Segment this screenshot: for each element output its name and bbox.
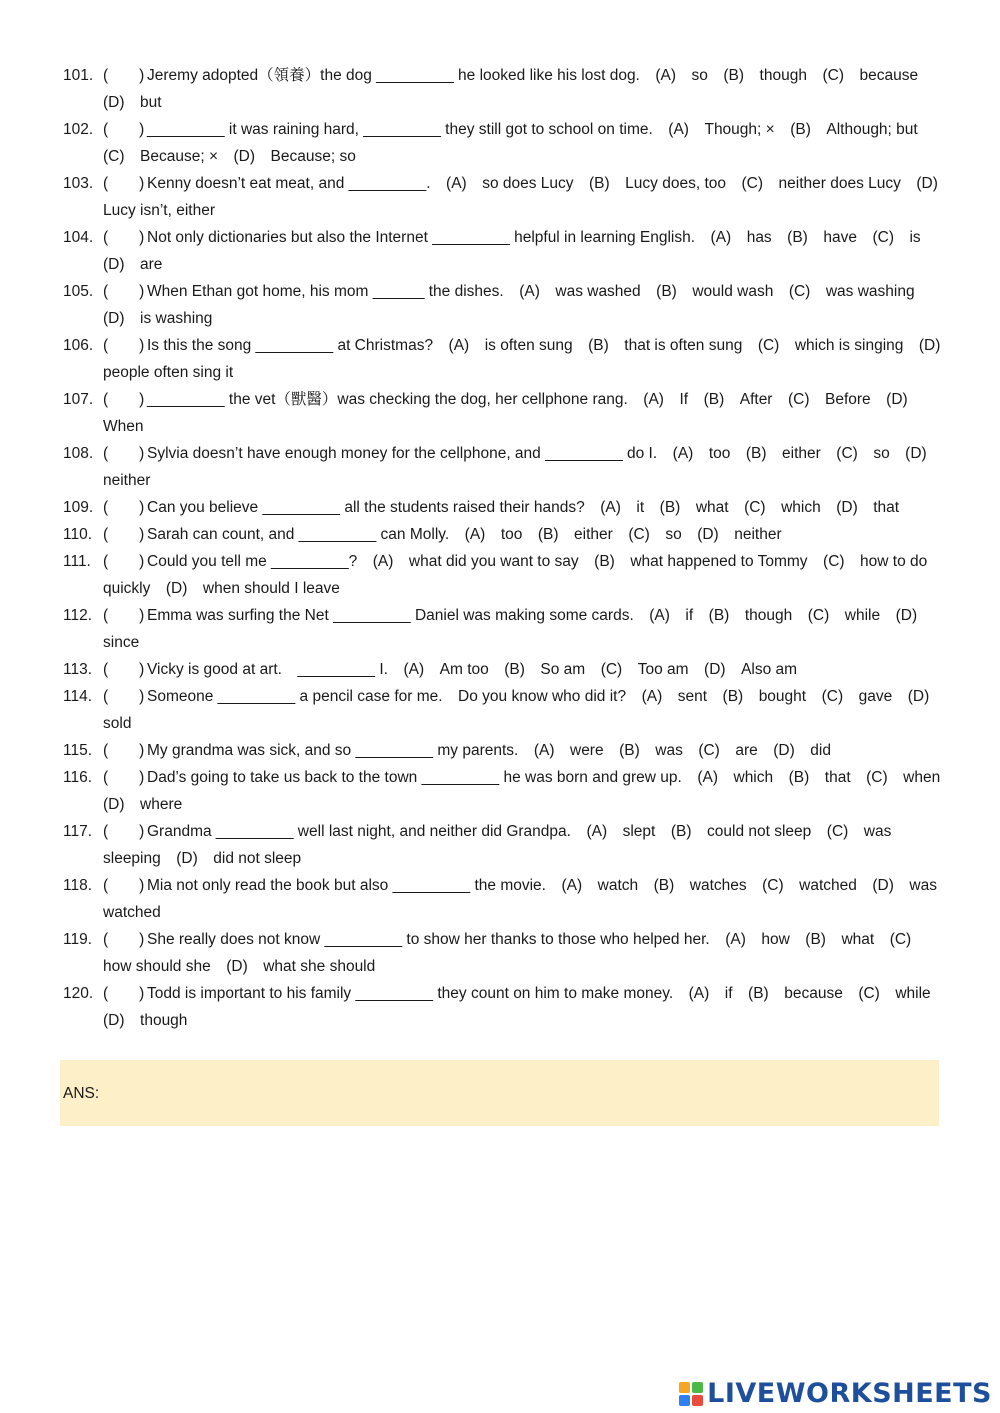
- question-body: [103, 170, 954, 224]
- answer-blank[interactable]: ( ): [103, 445, 145, 462]
- question-body: [103, 332, 956, 386]
- question-text: Vicky is good at art. _________ I. (A) Am too (B) So am (C) Too am (D) Also am: [147, 661, 798, 678]
- answer-blank[interactable]: ( ): [103, 499, 145, 516]
- answer-label: ANS:: [63, 1085, 100, 1102]
- question-number: 119.: [63, 931, 93, 948]
- question-text: When Ethan got home, his mom ______ the dishes. (A) was washed (B) would wash (C) was washing (D) is washing: [103, 283, 931, 327]
- question-text: Can you believe _________ all the students raised their hands? (A) it (B) what (C) which (D) that: [147, 499, 900, 516]
- question-number: 117.: [63, 823, 93, 840]
- question-body: [103, 980, 947, 1034]
- question-text: Jeremy adopted（領養）the dog _________ he looked like his lost dog. (A) so (B) though (C) because (D) but: [103, 67, 934, 111]
- question-item: [63, 737, 943, 764]
- answer-blank[interactable]: ( ): [103, 742, 145, 759]
- answer-blank[interactable]: ( ): [103, 688, 145, 705]
- question-number: 116.: [63, 769, 93, 786]
- question-text: Grandma _________ well last night, and neither did Grandpa. (A) slept (B) could not sleep (C) was sleeping (D) did not sleep: [103, 823, 892, 867]
- question-text: Mia not only read the book but also _________ the movie. (A) watch (B) watches (C) watched (D) was watched: [103, 877, 937, 921]
- question-number: 114.: [63, 688, 93, 705]
- question-text: Not only dictionaries but also the Internet _________ helpful in learning English. (A) has (B) have (C) is (D) are: [103, 229, 937, 273]
- answer-blank[interactable]: ( ): [103, 661, 145, 678]
- answer-blank[interactable]: ( ): [103, 823, 145, 840]
- question-number: 108.: [63, 445, 94, 462]
- question-list: [63, 62, 956, 1034]
- question-item: [63, 332, 956, 386]
- brand-name: LIVEWORKSHEETS: [707, 1378, 992, 1409]
- question-body: [103, 872, 943, 926]
- question-text: Dad’s going to take us back to the town _________ he was born and grew up. (A) which (B) that (C) when (D) where: [103, 769, 956, 813]
- question-body: [103, 548, 943, 602]
- question-text: Todd is important to his family _________ they count on him to make money. (A) if (B) because (C) while (D) though: [103, 985, 947, 1029]
- question-body: [103, 656, 943, 683]
- question-body: [103, 683, 943, 737]
- question-body: [103, 62, 943, 116]
- answer-blank[interactable]: ( ): [103, 229, 145, 246]
- question-text: Could you tell me _________? (A) what did you want to say (B) what happened to Tommy (C) how to do quickly (D) when should I leave: [103, 553, 928, 597]
- question-item: [63, 656, 943, 683]
- question-number: 105.: [63, 283, 94, 300]
- question-text: Emma was surfing the Net _________ Daniel was making some cards. (A) if (B) though (C) while (D) since: [103, 607, 933, 651]
- answer-blank[interactable]: ( ): [103, 121, 145, 138]
- answer-blank[interactable]: ( ): [103, 931, 145, 948]
- question-body: [103, 440, 943, 494]
- answer-blank[interactable]: ( ): [103, 877, 145, 894]
- question-item: [63, 764, 956, 818]
- question-body: [103, 521, 943, 548]
- question-item: [63, 440, 943, 494]
- question-body: [103, 278, 943, 332]
- question-item: [63, 278, 943, 332]
- question-number: 106.: [63, 337, 94, 354]
- question-number: 104.: [63, 229, 94, 246]
- question-item: [63, 494, 943, 521]
- question-number: 111.: [63, 553, 91, 570]
- question-body: [103, 818, 943, 872]
- question-text: Sylvia doesn’t have enough money for the cellphone, and _________ do I. (A) too (B) either (C) so (D) neither: [103, 445, 943, 489]
- question-item: [63, 116, 943, 170]
- answer-box[interactable]: [60, 1060, 939, 1126]
- question-body: [103, 224, 943, 278]
- question-item: [63, 818, 943, 872]
- question-item: [63, 548, 943, 602]
- question-item: [63, 980, 947, 1034]
- question-text: _________ it was raining hard, _________ they still got to school on time. (A) Though; × (B) Although; but (C) Because; × (D) Because; so: [103, 121, 934, 165]
- question-number: 110.: [63, 526, 93, 543]
- question-text: My grandma was sick, and so _________ my parents. (A) were (B) was (C) are (D) did: [147, 742, 831, 759]
- question-item: [63, 170, 954, 224]
- question-body: [103, 386, 943, 440]
- answer-blank[interactable]: ( ): [103, 67, 145, 84]
- question-number: 103.: [63, 175, 94, 192]
- answer-blank[interactable]: ( ): [103, 607, 145, 624]
- answer-blank[interactable]: ( ): [103, 985, 145, 1002]
- answer-blank[interactable]: ( ): [103, 337, 145, 354]
- answer-blank[interactable]: ( ): [103, 553, 145, 570]
- question-item: [63, 872, 943, 926]
- question-body: [103, 494, 943, 521]
- question-number: 102.: [63, 121, 94, 138]
- question-number: 109.: [63, 499, 94, 516]
- question-number: 118.: [63, 877, 93, 894]
- answer-blank[interactable]: ( ): [103, 175, 145, 192]
- question-number: 101.: [63, 67, 94, 84]
- question-text: _________ the vet（獸醫）was checking the dog, her cellphone rang. (A) If (B) After (C) Before (D) When: [103, 391, 924, 435]
- question-item: [63, 62, 943, 116]
- answer-blank[interactable]: ( ): [103, 769, 145, 786]
- answer-blank[interactable]: ( ): [103, 391, 145, 408]
- question-body: [103, 602, 943, 656]
- question-item: [63, 521, 943, 548]
- question-body: [103, 926, 943, 980]
- question-text: Kenny doesn’t eat meat, and _________. (A) so does Lucy (B) Lucy does, too (C) neither does Lucy (D) Lucy isn’t, either: [103, 175, 954, 219]
- question-item: [63, 683, 943, 737]
- question-number: 113.: [63, 661, 93, 678]
- question-body: [103, 764, 956, 818]
- question-item: [63, 926, 943, 980]
- question-number: 112.: [63, 607, 93, 624]
- question-number: 115.: [63, 742, 93, 759]
- question-text: Is this the song _________ at Christmas? (A) is often sung (B) that is often sung (C) which is singing (D) people often sing it: [103, 337, 956, 381]
- question-text: She really does not know _________ to show her thanks to those who helped her. (A) how (B) what (C) how should she (D) what she should: [103, 931, 927, 975]
- question-body: [103, 737, 943, 764]
- question-item: [63, 386, 943, 440]
- question-text: Someone _________ a pencil case for me. Do you know who did it? (A) sent (B) bought (C) gave (D) sold: [103, 688, 945, 732]
- question-body: [103, 116, 943, 170]
- liveworksheets-logo: [679, 1378, 992, 1409]
- logo-icon: [679, 1382, 703, 1406]
- answer-blank[interactable]: ( ): [103, 283, 145, 300]
- answer-blank[interactable]: ( ): [103, 526, 145, 543]
- question-number: 120.: [63, 985, 94, 1002]
- question-item: [63, 602, 943, 656]
- question-text: Sarah can count, and _________ can Molly. (A) too (B) either (C) so (D) neither: [147, 526, 782, 543]
- question-item: [63, 224, 943, 278]
- question-number: 107.: [63, 391, 94, 408]
